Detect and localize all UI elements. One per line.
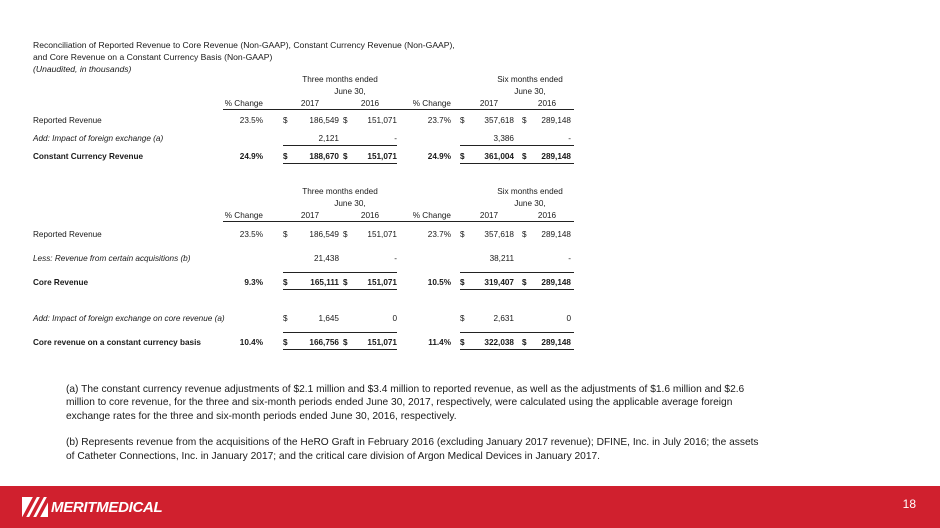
s-2017: 357,618 [484, 230, 514, 239]
subtotal-line [460, 332, 574, 333]
q-2017: 186,549 [309, 116, 339, 125]
report-title-line1: Reconciliation of Reported Revenue to Core Revenue (Non-GAAP), Constant Currency Revenue (Non-GAAP), [33, 40, 455, 50]
total-line [460, 163, 574, 164]
pct-change-header-q: % Change [224, 211, 263, 220]
year-2017-header-s: 2017 [479, 211, 499, 220]
q-2016: 0 [392, 314, 397, 323]
currency-symbol: $ [343, 152, 348, 161]
currency-symbol: $ [460, 230, 465, 239]
currency-symbol: $ [522, 230, 527, 239]
subtotal-line [283, 272, 397, 273]
six-months-header: Six months ended [497, 187, 563, 196]
q-pct: 23.5% [239, 230, 263, 239]
total-line [283, 163, 397, 164]
report-subtitle: (Unaudited, in thousands) [33, 64, 132, 74]
june30-header-s: June 30, [514, 87, 546, 96]
s-2016: - [568, 134, 571, 143]
header-underline [223, 221, 574, 222]
report-title-line2: and Core Revenue on a Constant Currency Basis (Non-GAAP) [33, 52, 273, 62]
s-2017: 357,618 [484, 116, 514, 125]
year-2016-header-s: 2016 [537, 211, 557, 220]
page-number: 18 [902, 497, 916, 511]
logo-mark-icon [22, 497, 48, 517]
currency-symbol: $ [343, 278, 348, 287]
currency-symbol: $ [283, 278, 288, 287]
q-pct: 9.3% [244, 278, 263, 287]
pct-change-header-s: % Change [412, 99, 451, 108]
june30-header-s: June 30, [514, 199, 546, 208]
pct-change-header-q: % Change [224, 99, 263, 108]
row-label: Less: Revenue from certain acquisitions (b) [33, 254, 191, 263]
s-2017: 361,004 [484, 152, 514, 161]
header-underline [223, 109, 574, 110]
row-label: Reported Revenue [33, 116, 102, 125]
s-pct: 11.4% [428, 338, 451, 347]
currency-symbol: $ [460, 314, 465, 323]
q-2016: 151,071 [367, 278, 397, 287]
currency-symbol: $ [522, 278, 527, 287]
row-label: Core Revenue [33, 278, 89, 287]
s-pct: 23.7% [427, 116, 451, 125]
subtotal-line [283, 145, 397, 146]
merit-medical-logo [22, 497, 162, 517]
q-pct: 10.4% [239, 338, 263, 347]
s-2017: 2,631 [493, 314, 514, 323]
three-months-header: Three months ended [302, 75, 378, 84]
logo-text: MERITMEDICAL [51, 498, 163, 516]
row-label: Reported Revenue [33, 230, 102, 239]
q-2017: 2,121 [318, 134, 339, 143]
q-2017: 165,111 [310, 278, 339, 287]
s-pct: 10.5% [427, 278, 451, 287]
currency-symbol: $ [522, 338, 527, 347]
q-2017: 1,645 [318, 314, 339, 323]
total-line [283, 349, 397, 350]
s-2017: 319,407 [484, 278, 514, 287]
s-2016: 289,148 [541, 278, 571, 287]
currency-symbol: $ [283, 314, 288, 323]
currency-symbol: $ [460, 152, 465, 161]
q-2017: 166,756 [309, 338, 339, 347]
s-pct: 24.9% [427, 152, 451, 161]
currency-symbol: $ [522, 152, 527, 161]
s-2017: 38,211 [489, 254, 514, 263]
year-2017-header-s: 2017 [479, 99, 499, 108]
footnote-a: (a) The constant currency revenue adjustments of $2.1 million and $3.4 million to reported revenue, as well as the adjustments of $1.6 million and $2.6 million to core revenue, for the three and six-month periods ended June 30, 2017, respectively, were calculated using the applicable average foreign exchange rates for the three and six-month periods ended June 30, 2016, respectively. [66, 384, 745, 422]
currency-symbol: $ [283, 230, 288, 239]
q-2017: 188,670 [309, 152, 339, 161]
total-line [283, 289, 397, 290]
s-2017: 322,038 [484, 338, 514, 347]
currency-symbol: $ [460, 338, 465, 347]
row-label: Add: Impact of foreign exchange (a) [33, 134, 164, 143]
currency-symbol: $ [283, 116, 288, 125]
q-pct: 24.9% [239, 152, 263, 161]
currency-symbol: $ [283, 152, 288, 161]
year-2016-header-q: 2016 [360, 211, 380, 220]
currency-symbol: $ [343, 116, 348, 125]
six-months-header: Six months ended [497, 75, 563, 84]
q-2016: - [394, 254, 397, 263]
q-2016: 151,071 [367, 152, 397, 161]
footnotes [66, 383, 766, 463]
total-line [460, 289, 574, 290]
s-2016: - [568, 254, 571, 263]
currency-symbol: $ [283, 338, 288, 347]
june30-header-q: June 30, [334, 199, 366, 208]
subtotal-line [460, 272, 574, 273]
q-2016: 151,071 [367, 230, 397, 239]
year-2016-header-q: 2016 [360, 99, 380, 108]
s-2016: 289,148 [541, 116, 571, 125]
s-pct: 23.7% [427, 230, 451, 239]
year-2017-header-q: 2017 [300, 211, 320, 220]
row-label: Core revenue on a constant currency basis [33, 338, 201, 347]
currency-symbol: $ [460, 278, 465, 287]
q-pct: 23.5% [239, 116, 263, 125]
s-2016: 0 [566, 314, 571, 323]
total-line [460, 349, 574, 350]
q-2016: 151,071 [367, 338, 397, 347]
q-2016: 151,071 [367, 116, 397, 125]
q-2016: - [394, 134, 397, 143]
three-months-header: Three months ended [302, 187, 378, 196]
s-2016: 289,148 [541, 338, 571, 347]
currency-symbol: $ [343, 338, 348, 347]
currency-symbol: $ [460, 116, 465, 125]
currency-symbol: $ [522, 116, 527, 125]
currency-symbol: $ [343, 230, 348, 239]
row-label: Add: Impact of foreign exchange on core revenue (a) [33, 314, 225, 323]
pct-change-header-s: % Change [412, 211, 451, 220]
q-2017: 21,438 [313, 254, 339, 263]
subtotal-line [460, 145, 574, 146]
footnote-b: (b) Represents revenue from the acquisitions of the HeRO Graft in February 2016 (excluding January 2017 revenue); DFINE, Inc. in July 2016; the assets of Catheter Connections, Inc. in January 2017; and the critical care division of Argon Medical Devices in January 2017. [66, 437, 759, 462]
year-2016-header-s: 2016 [537, 99, 557, 108]
s-2016: 289,148 [541, 152, 571, 161]
s-2016: 289,148 [541, 230, 571, 239]
june30-header-q: June 30, [334, 87, 366, 96]
year-2017-header-q: 2017 [300, 99, 320, 108]
row-label: Constant Currency Revenue [33, 152, 144, 161]
subtotal-line [283, 332, 397, 333]
s-2017: 3,386 [493, 134, 514, 143]
q-2017: 186,549 [309, 230, 339, 239]
